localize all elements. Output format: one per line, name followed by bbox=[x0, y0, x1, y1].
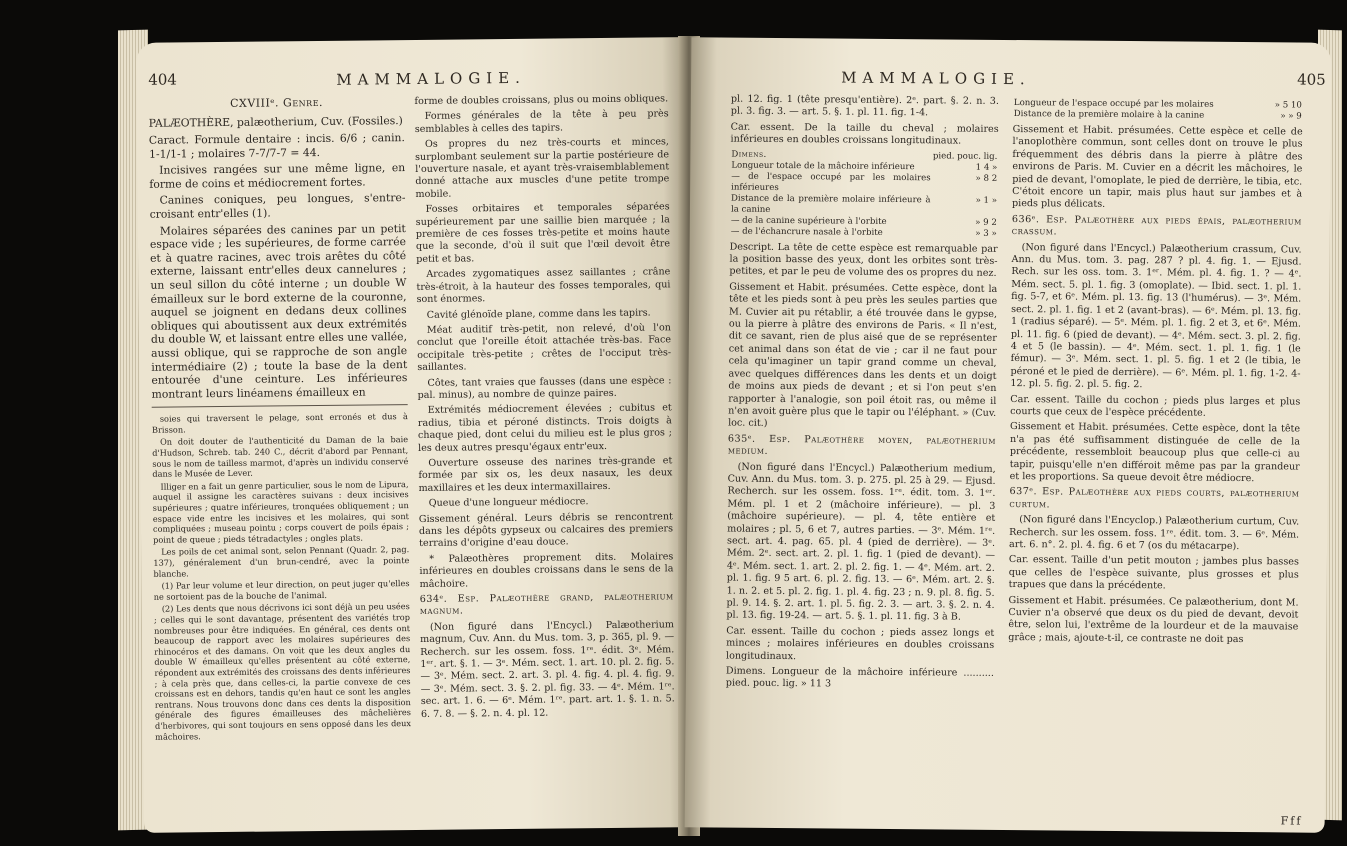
species-heading: 635ᵉ. Esp. Palæothère moyen, palæotherium medium. bbox=[727, 433, 996, 458]
paragraph-gissement: Gissement et Habit. présumées. Ce palæotherium, dont M. Cuvier n'a observé que deux os du pied de devant, devoit être, selon lui, l'extrême de la lourdeur et de la mauvaise grâce ; mais, ajoute-t-il, ce contraste ne doit pas bbox=[1008, 594, 1299, 645]
right-running-title: MAMMALOGIE. bbox=[841, 68, 1031, 89]
table-row: — de la canine supérieure à l'orbite » 9 2 bbox=[730, 215, 997, 228]
dimensions-units: pied. pouc. lig. bbox=[932, 150, 998, 162]
footnote-divider bbox=[152, 404, 408, 408]
genus-name: PALÆOTHÈRE, palæotherium, Cuv. (Fossiles.) bbox=[148, 114, 403, 131]
paragraph: Queue d'une longueur médiocre. bbox=[428, 496, 589, 510]
paragraph: Méat auditif très-petit, non relevé, d'où l'on conclut que l'oreille étoit attachée très-bas. Face occipitale très-petite ; crêtes de l'occiput très-saillantes. bbox=[416, 322, 672, 374]
paragraph: Fosses orbitaires et temporales séparées supérieurement par une saillie bien marquée ; la première de ces fosses très-petite et moins haute que la seconde, d'où il suit que l'œil devoit être petit et bas. bbox=[415, 201, 671, 265]
paragraph-incisives: Incisives rangées sur une même ligne, en forme de coins et médiocrement fortes. bbox=[149, 161, 406, 191]
footnote: soies qui traversent le pelage, sont erronés et dus à Brisson. bbox=[151, 411, 408, 435]
dimensions-table bbox=[1013, 98, 1303, 123]
dimensions-line: Dimens. Longueur de la mâchoire inférieure .......... pied. pouc. lig. » 11 3 bbox=[725, 665, 994, 690]
table-row: — de l'espace occupé par les molaires inférieures » 8 2 bbox=[731, 171, 998, 193]
species-heading: 637ᵉ. Esp. Palæothère aux pieds courts, palæotherium curtum. bbox=[1009, 486, 1300, 511]
left-page bbox=[136, 37, 692, 833]
right-page bbox=[685, 37, 1332, 833]
table-row: Distance de la première molaire inférieure à la canine » 1 » bbox=[730, 193, 998, 215]
table-row: Longueur de l'espace occupé par les molaires » 5 10 bbox=[1013, 98, 1302, 111]
species-references: (Non figuré dans l'Encycl.) Palæotherium crassum, Cuv. Ann. du Mus. tom. 3. pag. 287 ? pl. 4. fig. 1. — Ejusd. Rech. sur les oss. tom. 3. 1ᵉʳ. Mém. pl. 4. fig. 1. ? — 4ᵉ. Mém. sect. 5. pl. 1. fig. 3 (omoplate). — Ibid. sect. 1. pl. 1. fig. 5-7, et 6ᵉ. Mém. pl. 13. fig. 13 (l'humérus). — 3ᵉ. Mém. sect. 2. pl. 1. fig. 1 et 2 (avant-bras). — 6ᵉ. Mém. pl. 13. fig. 1 (radius séparé). — 5ᵉ. Mém. pl. 1. fig. 2 et 3, et 6ᵉ. Mém. pl. 11. fig. 6 (pied de devant). — 4ᵉ. Mém. sect. 3. pl. 2. fig. 4 et 5 (le bassin). — 4ᵉ. Mém. sect. 1. pl. 1. fig. 1 (le fémur). — 3ᵉ. Mém. sect. 1. pl. 5. fig. 1 et 2 (le tibia, le péroné et le pied de derrière). — 6ᵉ. Mém. pl. 1. fig. 1-2. 4-12. pl. 5. fig. 2. pl. 5. fig. 2. bbox=[1010, 241, 1302, 391]
left-running-title: MAMMALOGIE. bbox=[336, 68, 527, 89]
paragraph: Cavité glénoïde plane, comme dans les tapirs. bbox=[426, 307, 651, 321]
species-references: (Non figuré dans l'Encycl.) Palæotherium medium, Cuv. Ann. du Mus. tom. 3. p. 275. pl. 25 à 29. — Ejusd. Recherch. sur les ossem. foss. 1ʳᵉ. édit. tom. 3. 1ᵉʳ. Mém. pl. 1 et 2 (mâchoire inférieure). — pl. 3 (mâchoire supérieure). — pl. 4, tête entière et molaires ; pl. 5, 6 et 7, autres parties. — 3ᵉ. Mém. 1ʳᵉ. sect. art. 4. pag. 65. pl. 4 (pied de derrière). — 3ᵉ. Mém. 2ᵉ. sect. art. 2. pl. 1. fig. 1 (pied de devant). — 4ᵉ. Mém. sect. 1. art. 2. pl. 2. fig. 1. — 4ᵉ. Mém. art. 2. pl. 1. fig. 9 5 art. 6. pl. 2. fig. 13. — 6ᵉ. Mém. art. 2. §. 1. n. 2. et 5. pl. 2. fig. 1. pl. 4. fig. 23 ; n. 9. pl. 8. fig. 5. pl. 9. 14. §. 2. art. 1. pl. 5. fig. 2. 3. — art. 3. §. 2. n. 4. pl. 13. fig. 19-24. — art. 5. §. 1. pl. 11. fig. 3 à B. bbox=[726, 461, 996, 624]
species-heading: 634ᵉ. Esp. Palæothère grand, palæotherium magnum. bbox=[419, 591, 674, 618]
left-page-number: 404 bbox=[148, 70, 177, 89]
paragraph-gissement: Gissement et Habit. présumées. Cette espèce, dont la tête et les pieds sont à peu près les seules parties que M. Cuvier ait pu rétablir, a été trouvée dans le gypse, ou la pierre à plâtre des environs de Paris. « Il n'est, dit ce savant, rien de plus aisé que de se représenter cet animal dans son état de vie ; car il ne faut pour cela qu'imaginer un tapir grand comme un cheval, avec quelques différences dans les dents et un doigt de moins aux pieds de devant ; et si l'on peut s'en rapporter à l'analogie, son poil étoit ras, ou même il n'en avoit guère plus que le tapir ou l'éléphant. » (Cuv. loc. cit.) bbox=[728, 281, 998, 430]
table-row: — de l'échancrure nasale à l'orbite » 3 » bbox=[730, 226, 997, 239]
footnote: Illiger en a fait un genre particulier, sous le nom de Lipura, auquel il assigne les caractères suivans : deux incisives supérieures ; quatre inférieures, tronquées obliquement ; un espace vide entre les incisives et les molaires, qui sont compliquées ; museau pointu ; corps couvert de poils épais ; point de queue ; pieds tétradactyles ; ongles plats. bbox=[152, 478, 410, 545]
caracteres-essentiels: Car. essent. Taille du cochon ; pieds assez longs et minces ; molaires inférieures en doubles croissans longitudinaux. bbox=[726, 625, 995, 662]
footnote: Les poils de cet animal sont, selon Pennant (Quadr. 2, pag. 137), généralement d'un brun-cendré, avec la pointe blanche. bbox=[153, 544, 410, 579]
paragraph: pl. 12. fig. 1 (tête presqu'entière). 2ᵉ. part. §. 2. n. 3. pl. 3. fig. 3. — art. 5. §. 1. pl. 11. fig. 1-4. bbox=[730, 93, 999, 119]
caracteres-essentiels: Car. essent. De la taille du cheval ; molaires inférieures en doubles croissans longitudinaux. bbox=[730, 121, 999, 147]
left-column-1 bbox=[148, 96, 411, 744]
species-references: (Non figuré dans l'Encyclop.) Palæotherium curtum, Cuv. Recherch. sur les ossem. foss. 1ʳᵉ. édit. tom. 3. — 6ᵉ. Mém. art. 6. n°. 2. pl. 4. fig. 6 et 7 (os du métacarpe). bbox=[1008, 514, 1300, 553]
dimensions-label: Dimens. bbox=[731, 149, 767, 160]
paragraph: Côtes, tant vraies que fausses (dans une espèce : pal. minus), au nombre de quinze paires. bbox=[417, 374, 672, 401]
paragraph: Formes générales de la tête à peu près semblables à celles des tapirs. bbox=[414, 108, 669, 135]
paragraph: Arcades zygomatiques assez saillantes ; crâne très-étroit, à la hauteur des fosses temporales, qui sont énormes. bbox=[416, 266, 671, 306]
footnote: (1) Par leur volume et leur direction, on peut juger qu'elles ne sortoient pas de la bouche de l'animal. bbox=[153, 578, 410, 602]
paragraph: Ouverture osseuse des narines très-grande et formée par six os, les deux nasaux, les deux maxillaires et les deux intermaxillaires. bbox=[418, 455, 673, 494]
signature-mark: Fff bbox=[1280, 814, 1303, 828]
paragraph-gissement: Gissement général. Leurs débris se rencontrent dans les dépôts gypseux ou calcaires des premiers terrains d'origine d'eau douce. bbox=[418, 510, 674, 550]
genus-heading: CXVIIIᵉ. Genre. bbox=[229, 95, 324, 110]
species-heading: 636ᵉ. Esp. Palæothère aux pieds épais, palæotherium crassum. bbox=[1011, 213, 1302, 238]
subgenus-heading: * Palæothères proprement dits. Molaires inférieures en doubles croissans dans le sens de la mâchoire. bbox=[419, 551, 674, 590]
paragraph-canines: Canines coniques, peu longues, s'entre-croisant entr'elles (1). bbox=[149, 191, 406, 221]
table-row: Distance de la première molaire à la canine » » 9 bbox=[1013, 109, 1302, 122]
paragraph: forme de doubles croissans, plus ou moins obliques. bbox=[414, 93, 669, 107]
caracteres-essentiels: Car. essent. Taille du cochon ; pieds plus larges et plus courts que ceux de l'espèce précédente. bbox=[1010, 393, 1301, 419]
footnote: On doit douter de l'authenticité du Daman de la baie d'Hudson, Schreb. tab. 240 C., décrit d'abord par Pennant, sous le nom de tailless marmot, d'après un individu conservé dans le Musée de Lever. bbox=[152, 434, 409, 479]
paragraph: Extrémités médiocrement élevées ; cubitus et radius, tibia et péroné distincts. Trois doigts à chaque pied, dont celui du milieu est le plus gros ; les deux autres presqu'égaux entr'eux. bbox=[417, 402, 673, 454]
paragraph: Os propres du nez très-courts et minces, surplombant seulement sur la partie postérieure de l'ouverture nasale, et ayant très-vraisemblablement donné attache aux muscles d'une petite trompe mobile. bbox=[415, 136, 670, 200]
right-column-2 bbox=[1008, 96, 1303, 650]
paragraph-description: Descript. La tête de cette espèce est remarquable par la position basse des yeux, dont les orbites sont très-petites, et par le peu de volume des os propres du nez. bbox=[729, 241, 998, 280]
species-references: (Non figuré dans l'Encycl.) Palæotherium magnum, Cuv. Ann. du Mus. tom. 3, p. 365, pl. 9. — Recherch. sur les ossem. foss. 1ʳᵉ. édit. 3ᵉ. Mém. 1ᵉʳ. art. §. 1. — 3ᵉ. Mém. sect. 1. art. 10. pl. 2. fig. 5. — 3ᵉ. Mém. sect. 2. art. 3. pl. 4. fig. 4. pl. 4. fig. 9. — 3ᵉ. Mém. sect. 3. §. 2. pl. fig. 33. — 4ᵉ. Mém. 1ʳᵉ. sec. art. 1. 6. — 6ᵉ. Mém. 1ʳᵉ. part. art. 1. §. 1. n. 5. 6. 7. 8. — §. 2. n. 4. pl. 12. bbox=[420, 619, 675, 720]
right-page-number: 405 bbox=[1297, 70, 1326, 89]
right-column-1 bbox=[726, 94, 999, 696]
footnotes bbox=[152, 411, 411, 741]
paragraph-gissement: Gissement et Habit. présumées. Cette espèce, dont la tête n'a pas été suffisamment distinguée de celle de la précédente, ressembloit beaucoup plus que celle-ci au tapir, puisqu'elle n'en différoit même pas par la grandeur et les proportions. Sa queue devoit être médiocre. bbox=[1009, 421, 1301, 485]
paragraph-gissement: Gissement et Habit. présumées. Cette espèce et celle de l'anoplothère commun, sont celles dont on trouve le plus fréquemment des débris dans la pierre à plâtre des environs de Paris. M. Cuvier en a décrit les mâchoires, le pied de devant, l'omoplate, le pied de derrière, le tibia, etc. C'étoit encore un tapir, mais plus haut sur jambes et à pieds plus délicats. bbox=[1011, 124, 1303, 211]
dental-formula: Caract. Formule dentaire : incis. 6/6 ; canin. 1-1/1-1 ; molaires 7-7/7-7 = 44. bbox=[148, 131, 405, 161]
paragraph-molaires: Molaires séparées des canines par un petit espace vide ; les supérieures, de forme carrée et à quatre racines, avec trois arêtes du côté externe, laissant entr'elles deux cannelures ; un seul sillon du côté interne ; un double W émailleux sur le bord externe de la couronne, auquel se joignent en dedans deux collines obliques qui aboutissent aux deux extrémités du double W, et laissant entre elles une vallée, aussi oblique, qui se rapproche de son angle intermédiaire (2) ; toute la base de la dent entourée d'une ceinture. Les inférieures montrant leurs linéamens émailleux en bbox=[149, 221, 408, 401]
caracteres-essentiels: Car. essent. Taille d'un petit mouton ; jambes plus basses que celles de l'espèce suivante, plus grosses et plus trapues que dans la précédente. bbox=[1008, 554, 1299, 592]
left-column-2 bbox=[414, 93, 675, 724]
dimensions-table bbox=[730, 149, 999, 239]
footnote: (2) Les dents que nous décrivons ici sont déjà un peu usées ; celles qui le sont davantage, présentent des variétés trop nombreuses pour être indiquées. En général, ces dents ont beaucoup de rapport avec les molaires supérieures des rhinocéros et des damans. On voit que les deux angles du double W émailleux qu'elles présentent au côté externe, répondent aux extrémités des croissans des dents inférieures ; à cela près que, dans celles-ci, la partie convexe de ces croissans est en dehors, tandis qu'en haut ce sont les angles rentrans. Nous trouvons donc dans ces dents la disposition générale des figures émailleuses des mâchelières d'herbivores, qui sont toujours en sens opposé dans les deux mâchoires. bbox=[153, 601, 412, 742]
table-row: Longueur totale de la mâchoire inférieure 1 4 » bbox=[731, 160, 998, 173]
